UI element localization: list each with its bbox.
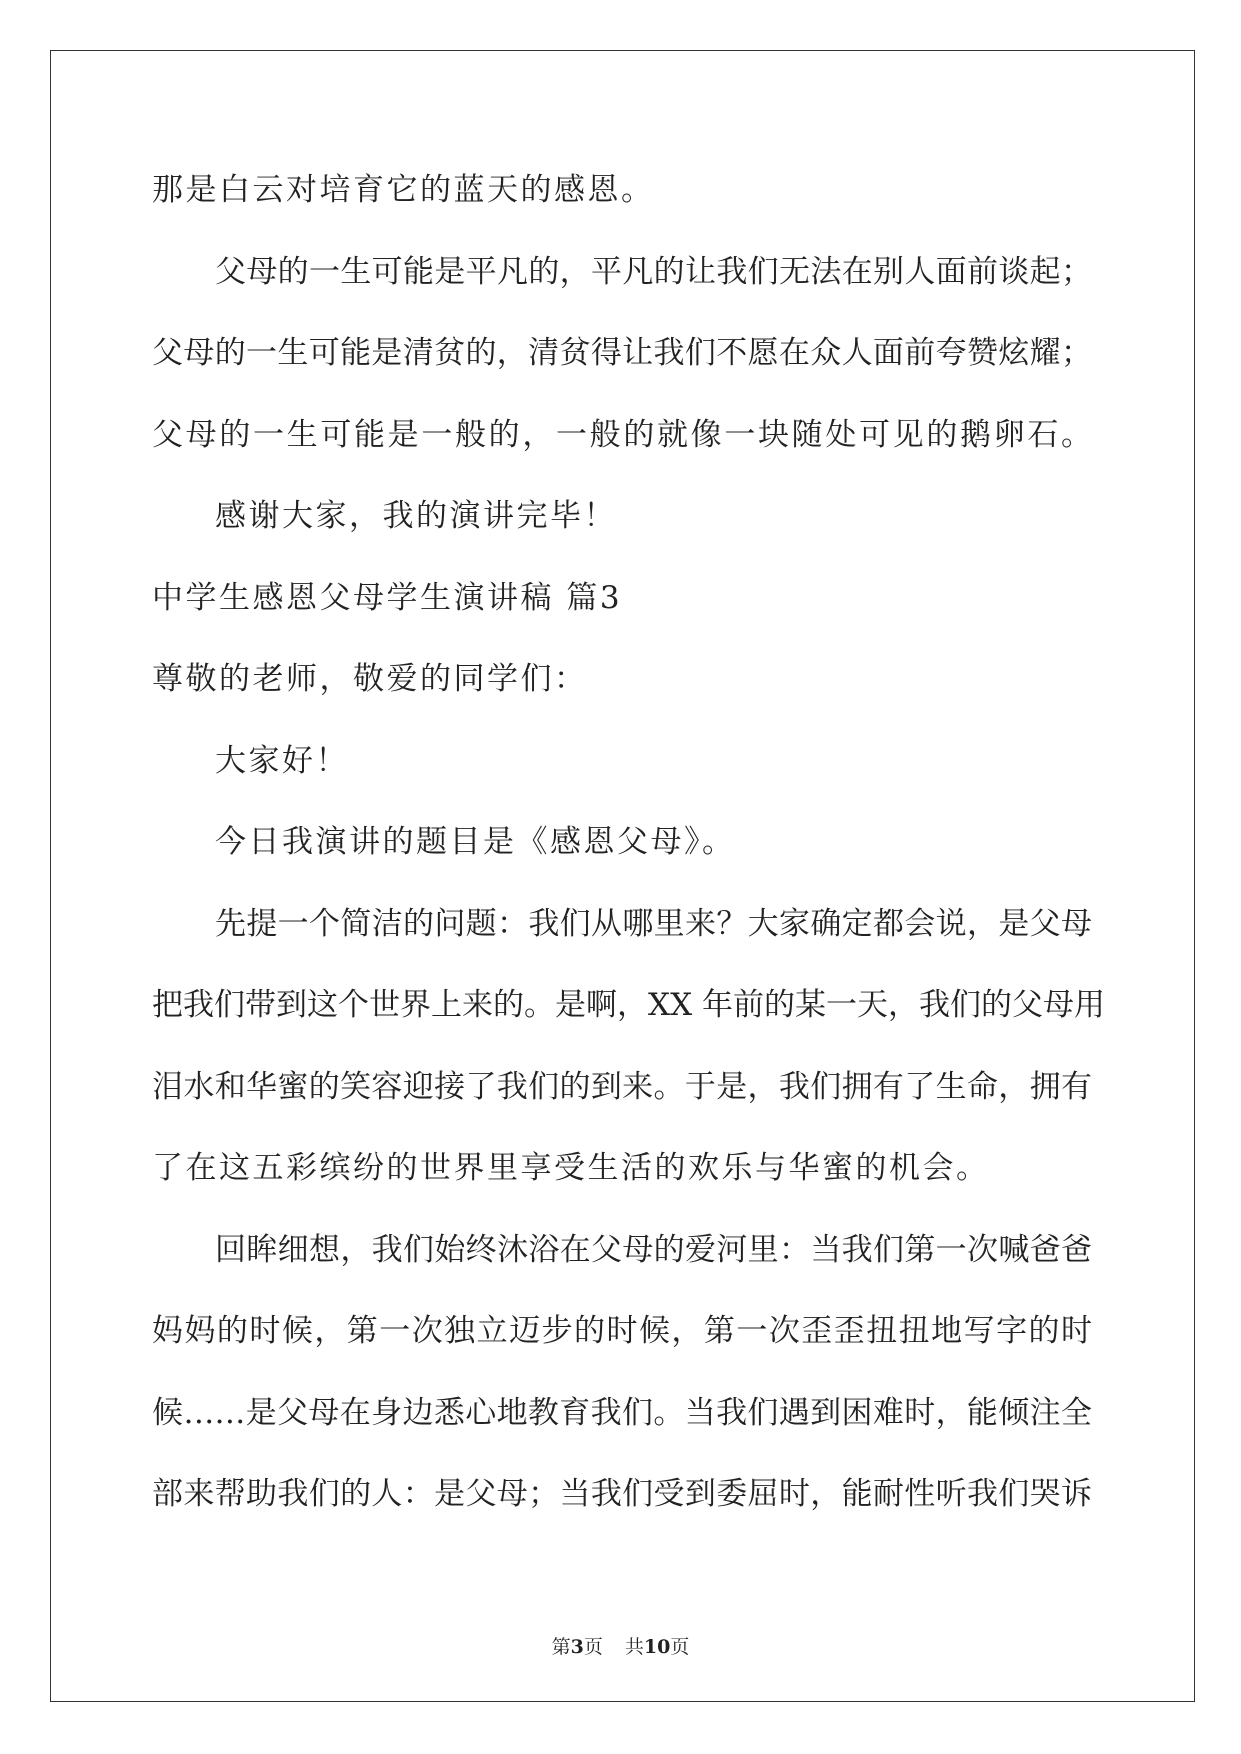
text-line: 回眸细想，我们始终沐浴在父母的爱河里：当我们第一次喊爸爸 [215,1231,1092,1268]
text-line: 那是白云对培育它的蓝天的感恩。 [152,172,655,208]
text-line: 父母的一生可能是清贫的，清贫得让我们不愿在众人面前夸赞炫耀； [152,335,1092,371]
page-prefix: 第 [551,1636,571,1658]
page-total: 10 [643,1636,671,1658]
text-line: 今日我演讲的题目是《感恩父母》。 [215,824,736,860]
text-line: 部来帮助我们的人：是父母；当我们受到委屈时，能耐性听我们哭诉 [152,1476,1092,1512]
page-number: 3 [570,1636,584,1658]
text-line: 把我们带到这个世界上来的。是啊，XX 年前的某一天，我们的父母用 [152,987,1105,1023]
text-line: 父母的一生可能是平凡的，平凡的让我们无法在别人面前谈起； [215,253,1092,290]
section-heading: 中学生感恩父母学生演讲稿 篇3 [152,579,623,616]
salutation: 尊敬的老师，敬爱的同学们： [152,661,588,697]
text-line: 了在这五彩缤纷的世界里享受生活的欢乐与华蜜的机会。 [152,1150,990,1186]
document-body [152,150,1105,1536]
page-suffix: 页 [583,1636,603,1658]
page-footer [0,1632,1241,1659]
text-line: 父母的一生可能是一般的，一般的就像一块随处可见的鹅卵石。 [152,416,1092,453]
text-line: 妈妈的时候，第一次独立迈步的时候，第一次歪歪扭扭地写字的时 [152,1313,1092,1349]
total-prefix: 共 [624,1636,644,1658]
text-line: 先提一个简洁的问题：我们从哪里来？大家确定都会说，是父母 [215,905,1092,942]
text-line: 感谢大家，我的演讲完毕！ [215,498,617,534]
text-line: 候……是父母在身边悉心地教育我们。当我们遇到困难时，能倾注全 [152,1394,1092,1431]
text-line: 泪水和华蜜的笑容迎接了我们的到来。于是，我们拥有了生命，拥有 [152,1068,1092,1105]
greeting: 大家好！ [215,742,349,779]
total-suffix: 页 [670,1636,690,1658]
